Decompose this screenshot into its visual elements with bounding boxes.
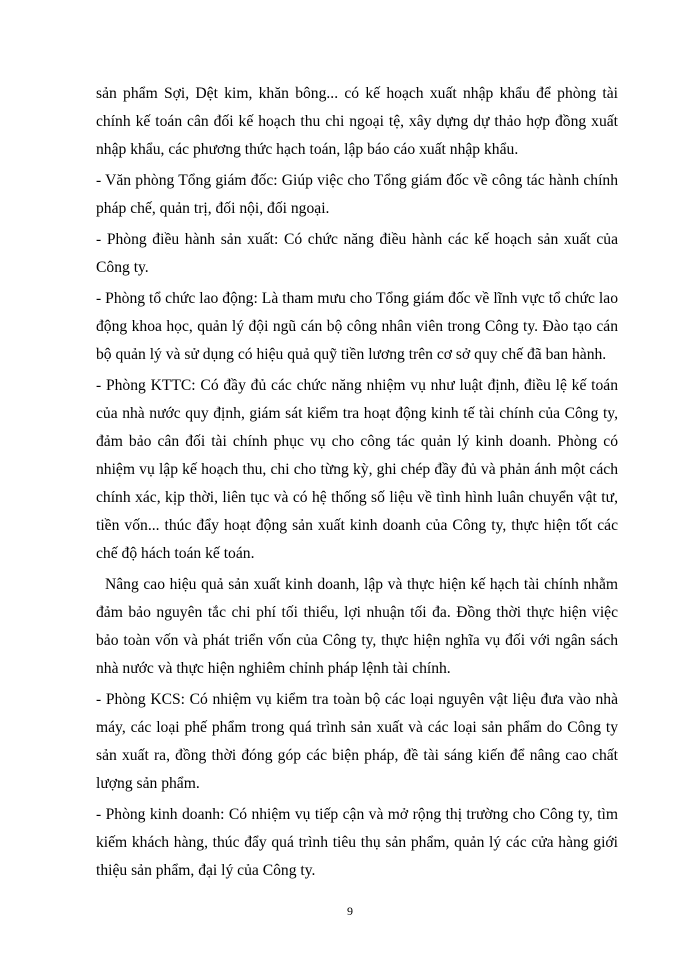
page-number: 9 [347,904,353,918]
paragraph-business-department: - Phòng kinh doanh: Có nhiệm vụ tiếp cận và mở rộng thị trường cho Công ty, tìm kiếm khách hàng, thúc đẩy quá trình tiêu thụ sản phẩm, quản lý các cửa hàng giới thiệu sản phẩm, đại lý của Công ty. [96,806,618,879]
page-body [96,80,618,888]
paragraph-director-office: - Văn phòng Tổng giám đốc: Giúp việc cho Tổng giám đốc về công tác hành chính pháp chế, quản trị, đối nội, đối ngoại. [96,172,618,217]
paragraph-production-department: - Phòng điều hành sản xuất: Có chức năng điều hành các kế hoạch sản xuất của Công ty. [96,231,618,276]
paragraph-import-export-continued: sản phẩm Sợi, Dệt kim, khăn bông... có kế hoạch xuất nhập khẩu để phòng tài chính kế toán cân đối kế hoạch thu chi ngoại tệ, xây dựng dự thảo hợp đồng xuất nhập khẩu, các phương thức hạch toán, lập báo cáo xuất nhập khẩu. [96,85,618,158]
paragraph-financial-efficiency: Nâng cao hiệu quả sản xuất kinh doanh, lập và thực hiện kế hạch tài chính nhằm đảm bảo nguyên tắc chi phí tối thiểu, lợi nhuận tối đa. Đồng thời thực hiện việc bảo toàn vốn và phát triển vốn của Công ty, thực hiện nghĩa vụ đối với ngân sách nhà nước và thực hiện nghiêm chỉnh pháp lệnh tài chính. [96,576,618,677]
paragraph-labor-department: - Phòng tổ chức lao động: Là tham mưu cho Tổng giám đốc về lĩnh vực tổ chức lao động khoa học, quản lý đội ngũ cán bộ công nhân viên trong Công ty. Đào tạo cán bộ quản lý và sử dụng có hiệu quả quỹ tiền lương trên cơ sở quy chế đã ban hành. [96,290,618,363]
paragraph-accounting-department: - Phòng KTTC: Có đầy đủ các chức năng nhiệm vụ như luật định, điều lệ kế toán của nhà nước quy định, giám sát kiểm tra hoạt động kinh tế tài chính của Công ty, đảm bảo cân đối tài chính phục vụ cho công tác quản lý kinh doanh. Phòng có nhiệm vụ lập kế hoạch thu, chi cho từng kỳ, ghi chép đầy đủ và phản ánh một cách chính xác, kịp thời, liên tục và có hệ thống số liệu về tình hình luân chuyển vật tư, tiền vốn... thúc đẩy hoạt động sản xuất kinh doanh của Công ty, thực hiện tốt các chế độ hách toán kế toán. [96,377,618,562]
paragraph-kcs-department: - Phòng KCS: Có nhiệm vụ kiểm tra toàn bộ các loại nguyên vật liệu đưa vào nhà máy, các loại phế phẩm trong quá trình sản xuất và các loại sản phẩm do Công ty sản xuất ra, đồng thời đóng góp các biện pháp, đề tài sáng kiến để nâng cao chất lượng sản phẩm. [96,691,618,792]
